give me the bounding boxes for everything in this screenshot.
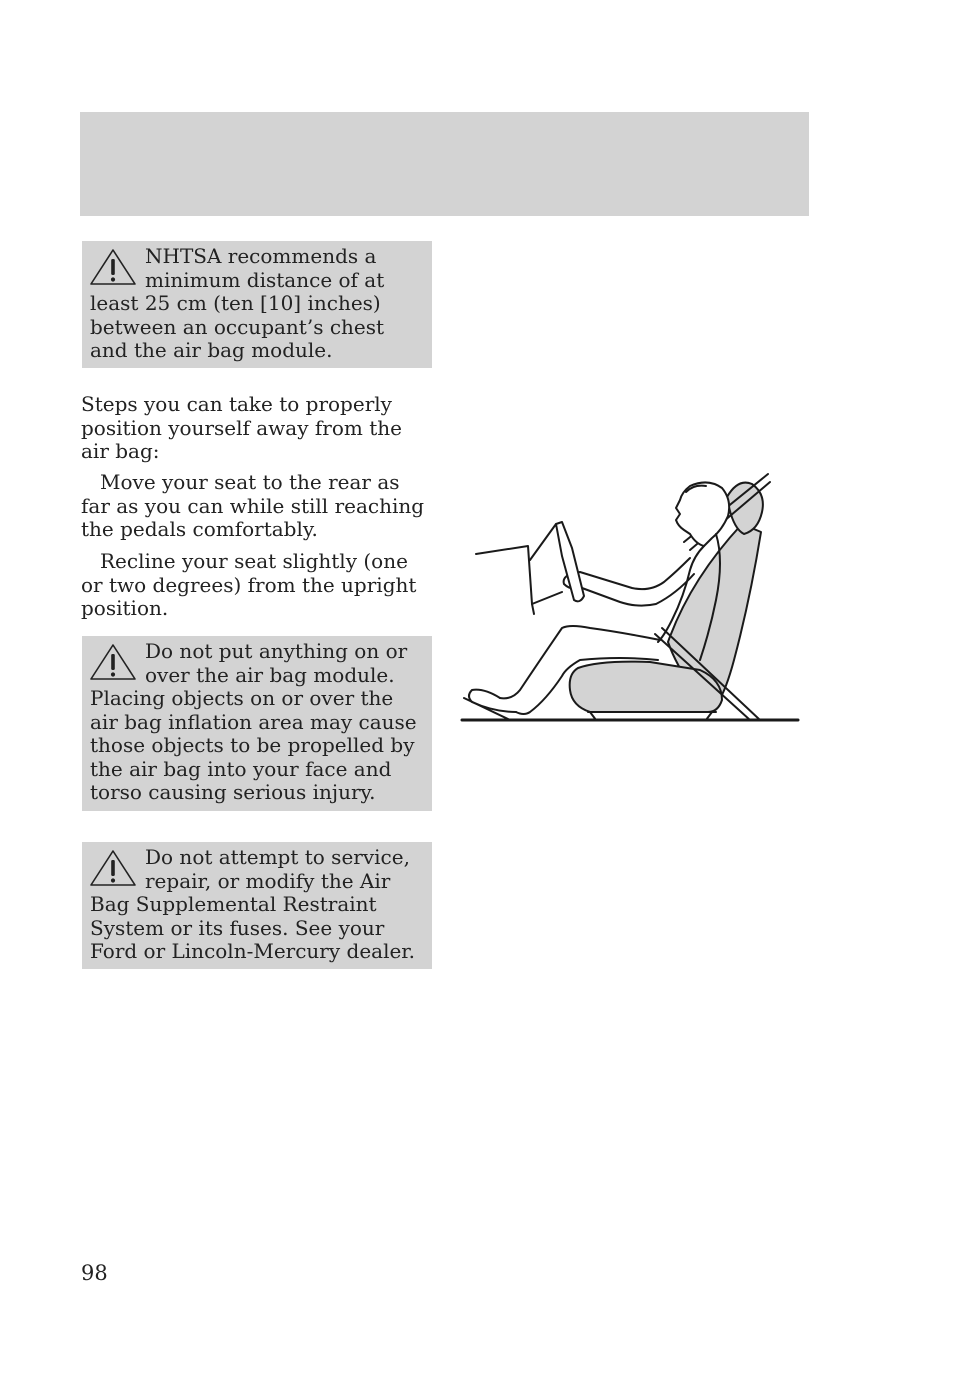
warning-box-service [82, 842, 432, 969]
intro-text: Steps you can take to properly position yourself away from the air bag: [81, 392, 402, 463]
warning-text: NHTSA recommends a minimum distance of at least 25 cm (ten [10] inches) between an occupant’s chest and the air bag module. [90, 244, 385, 362]
warning-triangle-icon [88, 848, 138, 888]
warning-box-distance [82, 241, 432, 368]
step-item: Recline your seat slightly (one or two degrees) from the upright position. [81, 549, 417, 620]
header-band [80, 112, 809, 216]
warning-text: Do not put anything on or over the air bag module. Placing objects on or over the air bag inflation area may cause those objects to be propelled by the air bag into your face and torso causing serious injury. [90, 639, 417, 804]
step-item: Move your seat to the rear as far as you can while still reaching the pedals comfortably. [81, 470, 425, 541]
warning-text: Do not attempt to service, repair, or modify the Air Bag Supplemental Restraint System or its fuses. See your Ford or Lincoln-Mercury dealer. [90, 845, 416, 963]
seated-driver-illustration [460, 470, 805, 730]
warning-triangle-icon [88, 642, 138, 682]
warning-box-objects [82, 636, 432, 811]
warning-triangle-icon [88, 247, 138, 287]
page-number: 98 [81, 1261, 108, 1285]
